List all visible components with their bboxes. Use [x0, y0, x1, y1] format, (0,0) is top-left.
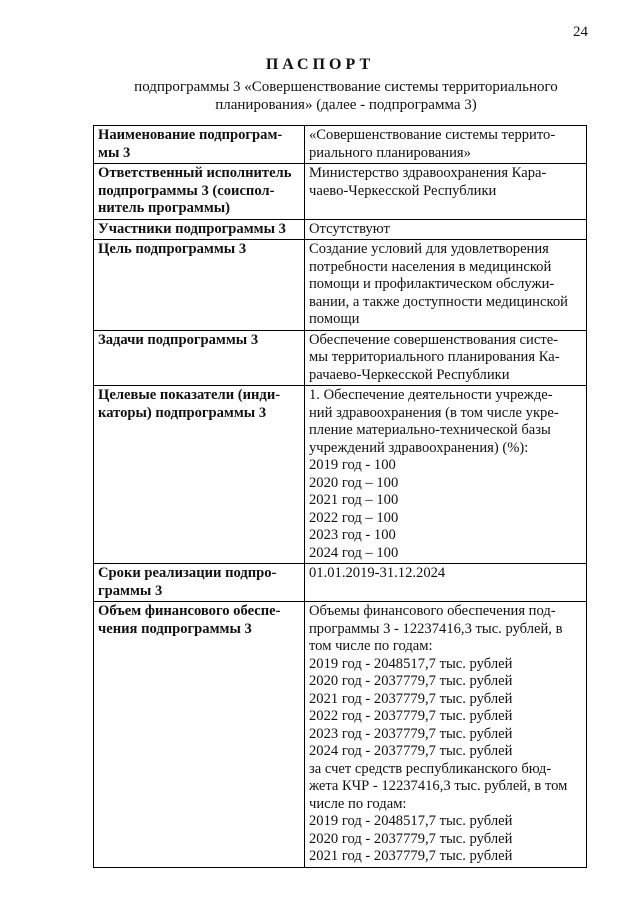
value-line: учреждений здравоохранения) (%): [309, 439, 529, 456]
label-line: Участники подпрограммы 3 [98, 220, 286, 237]
value-line: 2021 год - 2037779,7 тыс. рублей [309, 690, 513, 707]
value-line: 2019 год - 2048517,7 тыс. рублей [309, 813, 513, 829]
value-line: жета КЧР - 12237416,3 тыс. рублей, в том [309, 778, 568, 794]
value-line: 2021 год - 2037779,7 тыс. рублей [309, 848, 513, 864]
row-label [94, 602, 305, 868]
row-label [94, 330, 305, 386]
value-line: ний здравоохранения (в том числе укре- [309, 404, 559, 421]
value-line: вании, а также доступности медицинской [309, 293, 568, 310]
value-line: 2019 год - 100 [309, 457, 396, 473]
value-line: 2021 год – 100 [309, 492, 399, 508]
label-line: подпрограммы 3 (соиспол- [98, 182, 275, 199]
value-line: 1. Обеспечение деятельности учрежде- [309, 387, 553, 403]
value-line: 2020 год – 100 [309, 474, 399, 491]
value-line: помощи и профилактическом обслужи- [309, 276, 555, 292]
table-row-goal [94, 240, 587, 331]
page-subtitle [120, 78, 572, 114]
value-line: «Совершенствование системы террито- [309, 127, 556, 143]
table-row-executor [94, 164, 587, 220]
value-line: Отсутствуют [309, 220, 390, 237]
row-value [305, 564, 587, 602]
value-line: помощи [309, 311, 360, 327]
label-line: Ответственный исполнитель [98, 165, 292, 181]
value-line: программы 3 - 12237416,3 тыс. рублей, в [309, 620, 563, 637]
table-row-indicators [94, 386, 587, 564]
row-label [94, 219, 305, 240]
page-number: 24 [573, 24, 588, 40]
row-value [305, 126, 587, 164]
table-row-name [94, 126, 587, 164]
value-line: потребности населения в медицинской [309, 258, 552, 275]
label-line: Наименование подпрограм- [98, 127, 283, 143]
value-line: 2023 год - 2037779,7 тыс. рублей [309, 725, 513, 742]
label-line: Задачи подпрограммы 3 [98, 331, 259, 348]
value-line: том числе по годам: [309, 638, 433, 654]
table-row-participants [94, 219, 587, 240]
value-line: Министерство здравоохранения Кара- [309, 165, 547, 181]
value-line: 2022 год – 100 [309, 509, 399, 526]
row-label [94, 164, 305, 220]
value-line: 01.01.2019-31.12.2024 [309, 565, 446, 581]
row-value [305, 602, 587, 868]
value-line: 2022 год - 2037779,7 тыс. рублей [309, 708, 513, 724]
subtitle-line: планирования» (далее - подпрограмма 3) [215, 97, 477, 113]
value-line: 2024 год – 100 [309, 544, 399, 561]
value-line: 2020 год - 2037779,7 тыс. рублей [309, 673, 513, 689]
value-line: рачаево-Черкесской Республики [309, 366, 510, 383]
value-line: мы территориального планирования Ка- [309, 349, 560, 365]
label-line: Цель подпрограммы 3 [98, 241, 247, 257]
value-line: за счет средств республиканского бюд- [309, 760, 552, 777]
row-value [305, 330, 587, 386]
table-row-timing [94, 564, 587, 602]
subtitle-line: подпрограммы 3 «Совершенствование системы территориального [134, 79, 558, 95]
label-line: Целевые показатели (инди- [98, 387, 281, 403]
label-line: нитель программы) [98, 200, 231, 216]
value-line: 2020 год - 2037779,7 тыс. рублей [309, 830, 513, 847]
value-line: 2024 год - 2037779,7 тыс. рублей [309, 743, 513, 759]
row-value [305, 164, 587, 220]
label-line: чения подпрограммы 3 [98, 620, 252, 637]
value-line: 2019 год - 2048517,7 тыс. рублей [309, 655, 513, 672]
label-line: мы 3 [98, 144, 131, 161]
row-label [94, 240, 305, 331]
table-row-tasks [94, 330, 587, 386]
label-line: граммы 3 [98, 582, 163, 599]
value-line: пление материально-технической базы [309, 422, 551, 438]
row-value [305, 219, 587, 240]
page-title: ПАСПОРТ [265, 56, 375, 73]
value-line: 2023 год - 100 [309, 527, 396, 543]
label-line: Объем финансового обеспе- [98, 603, 281, 619]
row-label [94, 564, 305, 602]
row-value [305, 240, 587, 331]
row-label [94, 386, 305, 564]
table-row-financing [94, 602, 587, 868]
value-line: Создание условий для удовлетворения [309, 241, 549, 257]
row-label [94, 126, 305, 164]
row-value [305, 386, 587, 564]
value-line: Обеспечение совершенствования систе- [309, 331, 559, 348]
value-line: риального планирования» [309, 144, 471, 161]
label-line: Сроки реализации подпро- [98, 565, 277, 581]
passport-table [93, 125, 587, 868]
value-line: Объемы финансового обеспечения под- [309, 603, 556, 619]
value-line: числе по годам: [309, 795, 407, 812]
label-line: каторы) подпрограммы 3 [98, 404, 267, 421]
value-line: чаево-Черкесской Республики [309, 182, 497, 199]
